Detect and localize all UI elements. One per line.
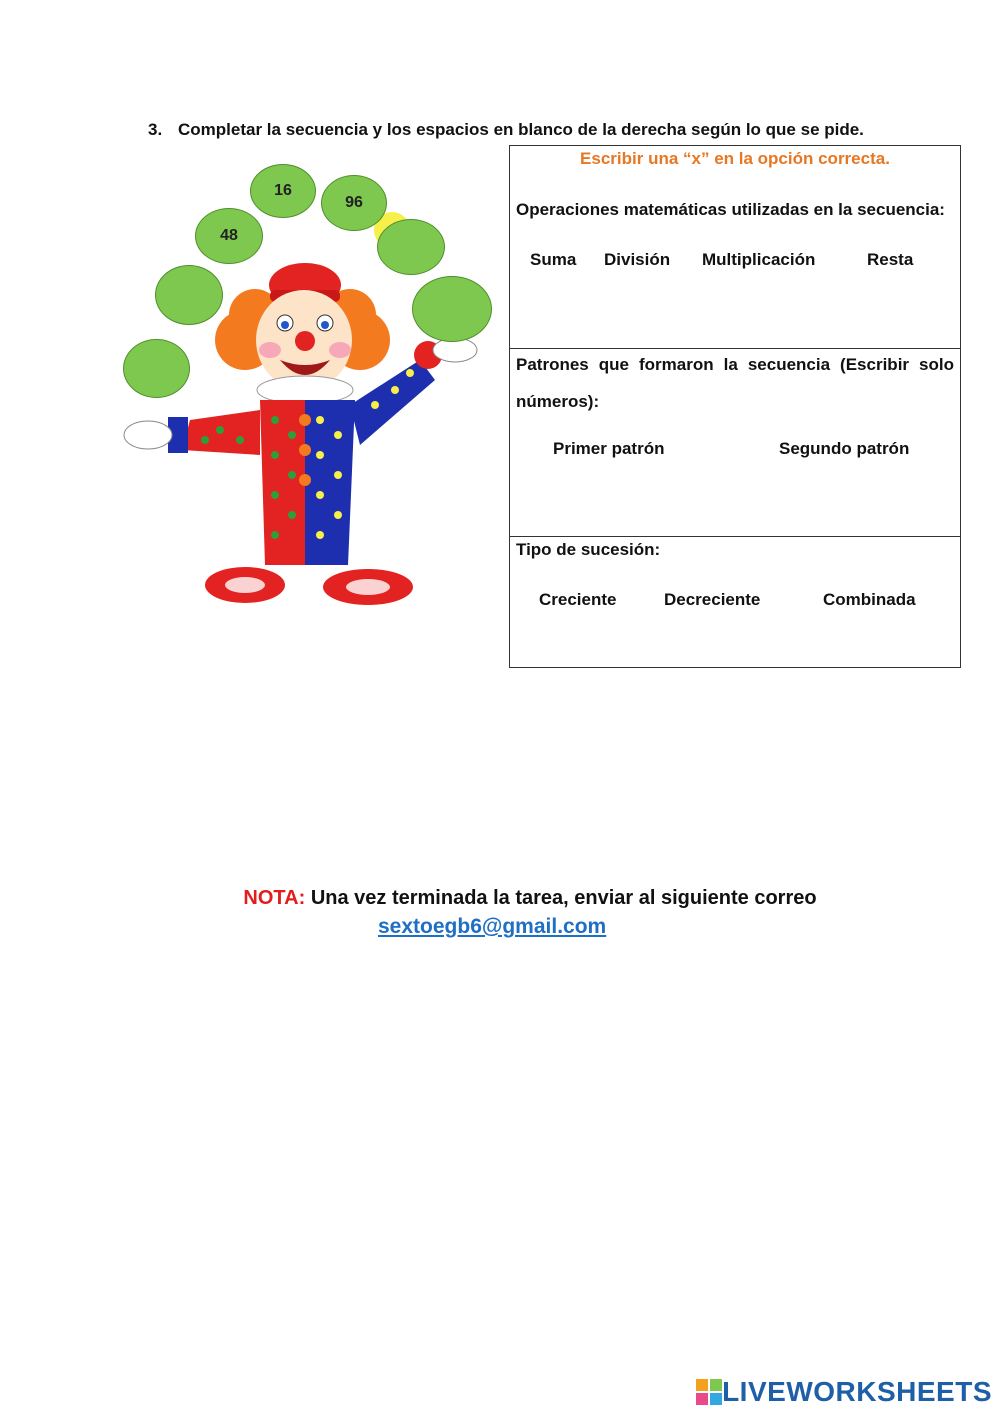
ball-1: 16 [250,164,316,218]
patterns-label: Patrones que formaron la secuencia (Escribir solo números): [516,355,954,411]
nota-text: Una vez terminada la tarea, enviar al siguiente correo [310,887,817,909]
ball-6[interactable] [412,276,492,342]
option-suma[interactable]: Suma [530,250,577,269]
brand-logo [696,1376,992,1408]
nota-prefix: NOTA: [243,887,306,909]
ball-5[interactable] [155,265,223,325]
option-division[interactable]: División [604,250,671,269]
type-label: Tipo de sucesión: [516,540,661,559]
question-number: 3. [148,120,163,139]
option-segundo-patron[interactable]: Segundo patrón [779,439,910,458]
liveworksheets-logo-icon [696,1379,722,1405]
option-decreciente[interactable]: Decreciente [664,590,761,609]
instruction-text: Escribir una “x” en la opción correcta. [580,149,890,168]
answer-table [509,145,961,668]
option-primer-patron[interactable]: Primer patrón [553,439,665,458]
option-combinada[interactable]: Combinada [823,590,916,609]
brand-text: LIVEWORKSHEETS [722,1376,992,1407]
operations-label: Operaciones matemáticas utilizadas en la secuencia: [516,200,945,219]
operations-section [510,146,960,349]
option-creciente[interactable]: Creciente [539,590,617,609]
nota-line [0,887,1000,910]
question-heading [148,120,864,140]
ball-3: 48 [195,208,263,264]
ball-4[interactable] [377,219,445,275]
type-section [510,537,960,668]
email-link[interactable]: sextoegb6@gmail.com [378,915,607,938]
option-resta[interactable]: Resta [867,250,914,269]
clown-illustration [120,155,500,625]
ball-7[interactable] [123,339,190,398]
patterns-section [510,349,960,537]
option-multiplicacion[interactable]: Multiplicación [702,250,816,269]
ball-2: 96 [321,175,387,231]
question-text: Completar la secuencia y los espacios en blanco de la derecha según lo que se pide. [178,120,864,139]
